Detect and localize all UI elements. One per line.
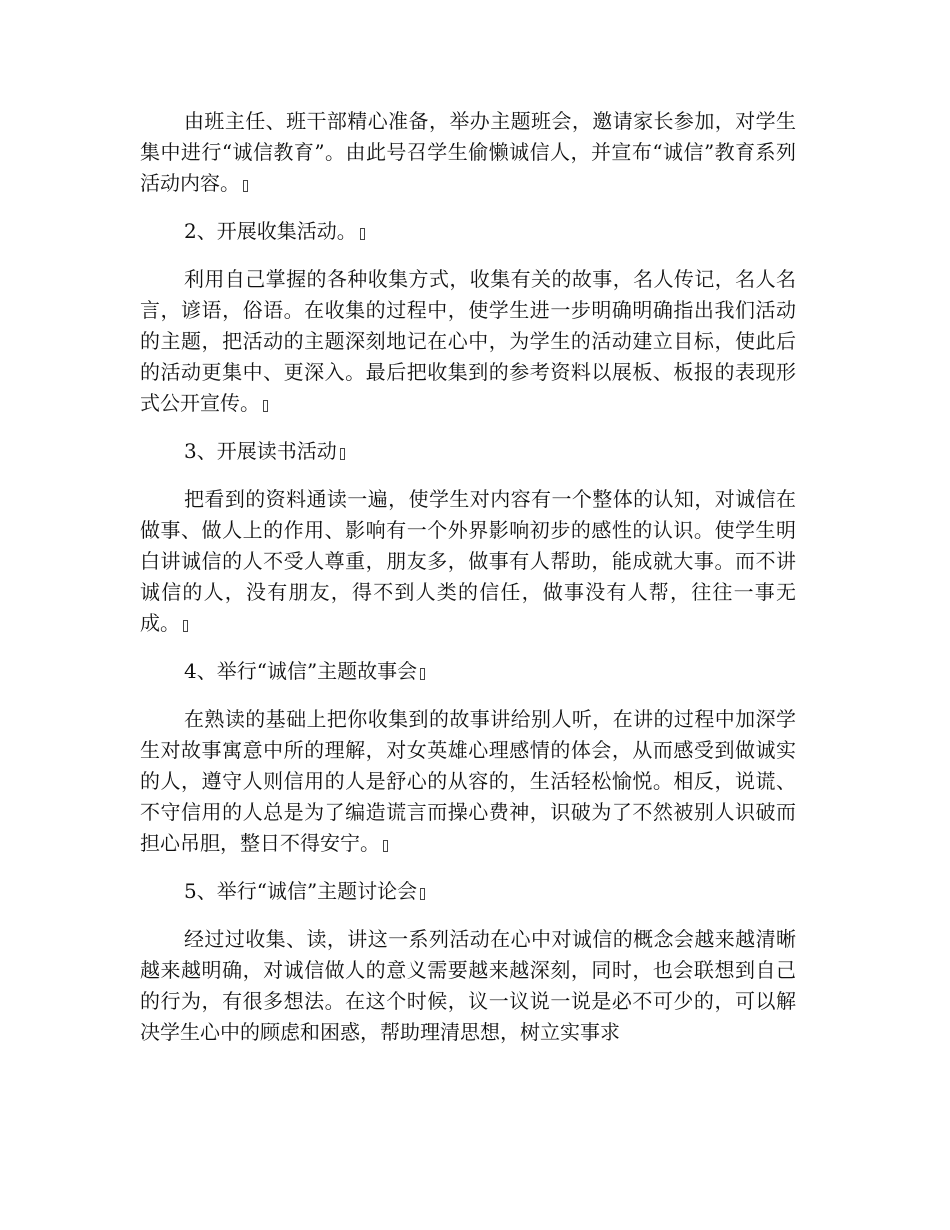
paragraph-text: 把看到的资料通读一遍，使学生对内容有一个整体的认知，对诚信在做事、做人上的作用、影响有一个外界影响初步的感性的认识。使学生明白讲诚信的人不受人尊重，朋友多，做事有人帮助，能成就大事。而不讲诚信的人，没有朋友，得不到人类的信任，做事没有人帮，往往一事无成。 [140, 487, 796, 635]
paragraph-discussion [140, 924, 796, 1048]
paragraph-text: 经过过收集、读，讲这一系列活动在心中对诚信的概念会越来越清晰越来越明确，对诚信做人的意义需要越来越深刻，同时，也会联想到自己的行为，有很多想法。在这个时候，议一议说一说是必不可少的，可以解决学生心中的顾虑和困惑，帮助理清思想，树立实事求 [140, 927, 796, 1044]
paragraph-text: 利用自己掌握的各种收集方式，收集有关的故事，名人传记，名人名言，谚语，俗语。在收集的过程中，使学生进一步明确明确指出我们活动的主题，把活动的主题深刻地记在心中，为学生的活动建立目标，使此后的活动更集中、更深入。最后把收集到的参考资料以展板、板报的表现形式公开宣传。 [140, 267, 796, 415]
paragraph-mark-icon [183, 620, 188, 632]
heading-text: 2、开展收集活动。 [184, 219, 357, 243]
paragraph-text: 在熟读的基础上把你收集到的故事讲给别人听，在讲的过程中加深学生对故事寓意中所的理解，对女英雄心理感情的体会，从而感受到做诚实的人，遵守人则信用的人是舒心的从容的，生活轻松愉悦。相反，说谎、不守信用的人总是为了编造谎言而操心费神，识破为了不然被别人识破而担心吊胆，整日不得安宁。 [140, 707, 796, 855]
paragraph-text: 由班主任、班干部精心准备，举办主题班会，邀请家长参加，对学生集中进行“诚信教育”。由此号召学生偷懒诚信人，并宣布“诚信”教育系列活动内容。 [140, 109, 796, 195]
heading-collect-activity [140, 216, 796, 247]
paragraph-intro [140, 106, 796, 199]
paragraph-story [140, 704, 796, 859]
paragraph-mark-icon [360, 228, 365, 240]
paragraph-mark-icon [383, 840, 388, 852]
document-body [140, 106, 796, 1065]
paragraph-mark-icon [420, 668, 425, 680]
paragraph-collect [140, 264, 796, 419]
paragraph-mark-icon [340, 448, 345, 460]
paragraph-reading [140, 484, 796, 639]
paragraph-mark-icon [243, 180, 248, 192]
paragraph-mark-icon [263, 400, 268, 412]
heading-text: 3、开展读书活动 [184, 439, 337, 463]
heading-story-meeting [140, 656, 796, 687]
heading-discussion-meeting [140, 876, 796, 907]
heading-reading-activity [140, 436, 796, 467]
heading-text: 5、举行“诚信”主题讨论会 [184, 879, 418, 903]
heading-text: 4、举行“诚信”主题故事会 [184, 659, 418, 683]
paragraph-mark-icon [420, 888, 425, 900]
